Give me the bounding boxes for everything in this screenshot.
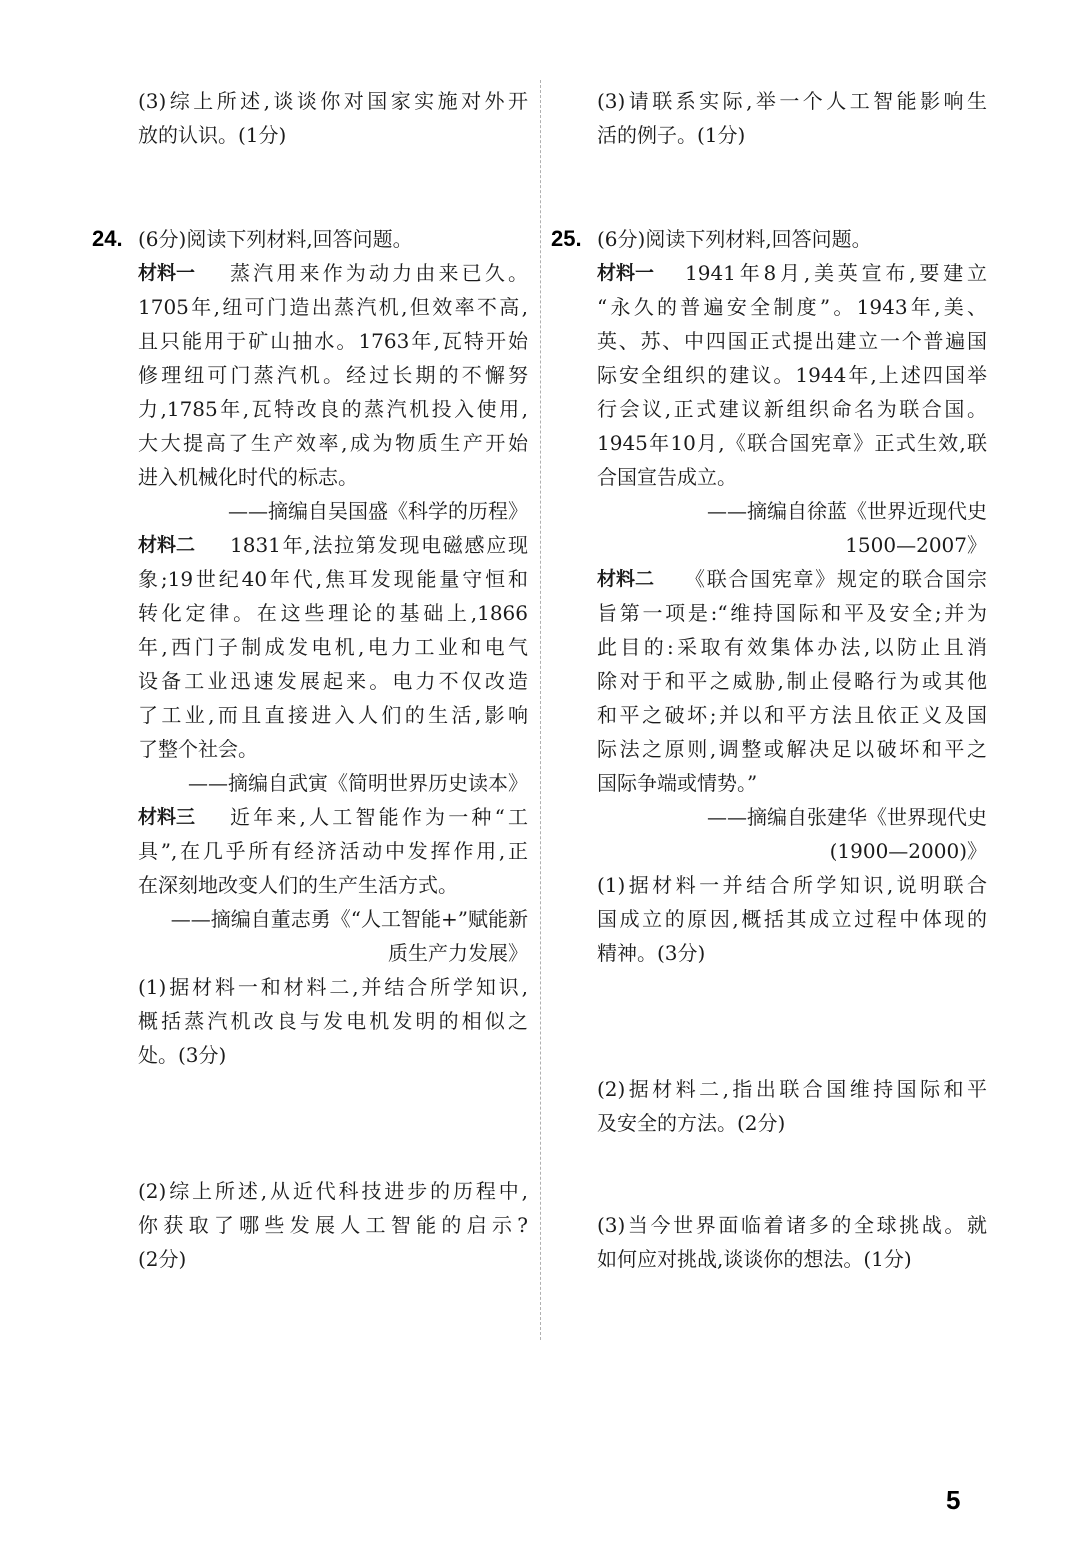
q25-material-1-line: 际安全组织的建议。1944年,上述四国举 <box>597 363 987 387</box>
q25-material-2-source: (1900—2000)》 <box>829 839 987 863</box>
q24-material-2-source: ——摘编自武寅《简明世界历史读本》 <box>188 771 528 795</box>
q24-subquestion-1: 处。(3分) <box>138 1043 227 1067</box>
q25-subquestion-1: (1)据材料一并结合所学知识,说明联合 <box>597 873 987 897</box>
q25-subquestion-2: 及安全的方法。(2分) <box>597 1111 786 1135</box>
left-top-question-line-1: (3)综上所述,谈谈你对国家实施对外开 <box>138 89 528 113</box>
q24-material-3-line: 具”,在几乎所有经济活动中发挥作用,正 <box>138 839 528 863</box>
q25-subquestion-3: (3)当今世界面临着诸多的全球挑战。就 <box>597 1213 987 1237</box>
q24-material-3-source: ——摘编自董志勇《“人工智能+”赋能新 <box>170 907 528 931</box>
question-25-number: 25. <box>551 226 582 251</box>
q24-material-1-line: 修理纽可门蒸汽机。经过长期的不懈努 <box>138 363 528 387</box>
q25-material-2-source: ——摘编自张建华《世界现代史 <box>707 805 987 829</box>
q24-material-1-label: 材料一 <box>138 262 196 284</box>
q24-material-2-line: 象;19世纪40年代,焦耳发现能量守恒和 <box>138 567 528 591</box>
q24-material-3-line: 在深刻地改变人们的生产生活方式。 <box>138 873 458 897</box>
page-number: 5 <box>946 1485 961 1515</box>
q25-material-1-source: ——摘编自徐蓝《世界近现代史 <box>707 499 987 523</box>
right-top-question-line-1: (3)请联系实际,举一个人工智能影响生 <box>597 89 987 113</box>
column-divider <box>540 80 541 1340</box>
q25-material-1-line: 英、苏、中四国正式提出建立一个普遍国 <box>597 329 987 353</box>
q25-subquestion-3: 如何应对挑战,谈谈你的想法。(1分) <box>597 1247 912 1271</box>
q24-material-2-line: 转化定律。在这些理论的基础上,1866 <box>138 601 528 625</box>
q25-material-1-line: 合国宣告成立。 <box>597 465 737 489</box>
q24-subquestion-1: 概括蒸汽机改良与发电机发明的相似之 <box>138 1009 528 1033</box>
q25-subquestion-1: 国成立的原因,概括其成立过程中体现的 <box>597 907 987 931</box>
q25-material-2-line: 国际争端或情势。” <box>597 771 758 795</box>
q24-material-3-label: 材料三 <box>138 806 196 828</box>
q25-material-2-line: 除对于和平之威胁,制止侵略行为或其他 <box>597 669 987 693</box>
q25-material-2-line: 此目的:采取有效集体办法,以防止且消 <box>597 635 987 659</box>
q25-material-1-line: “永久的普遍安全制度”。1943年,美、 <box>597 295 987 319</box>
q24-material-1-line: 进入机械化时代的标志。 <box>138 465 358 489</box>
q24-material-3-source: 质生产力发展》 <box>388 941 528 965</box>
q25-material-1-label: 材料一 <box>597 262 655 284</box>
q24-material-1-source: ——摘编自吴国盛《科学的历程》 <box>228 499 528 523</box>
q25-material-2-line: 旨第一项是:“维持国际和平及安全;并为 <box>597 601 987 625</box>
q25-subquestion-2: (2)据材料二,指出联合国维持国际和平 <box>597 1077 987 1101</box>
left-top-question-line-2: 放的认识。(1分) <box>138 123 287 147</box>
question-24-intro: (6分)阅读下列材料,回答问题。 <box>138 227 413 251</box>
q24-subquestion-2: 你获取了哪些发展人工智能的启示? <box>138 1213 528 1237</box>
q24-subquestion-2: (2分) <box>138 1247 187 1271</box>
question-25-intro: (6分)阅读下列材料,回答问题。 <box>597 227 872 251</box>
q24-subquestion-2: (2)综上所述,从近代科技进步的历程中, <box>138 1179 528 1203</box>
q24-material-1-line: 蒸汽用来作为动力由来已久。 <box>230 261 528 285</box>
question-24-number: 24. <box>92 226 123 251</box>
q24-material-2-line: 年,西门子制成发电机,电力工业和电气 <box>138 635 528 659</box>
q25-material-2-line: 际法之原则,调整或解决足以破坏和平之 <box>597 737 987 761</box>
q25-material-1-line: 1941年8月,美英宣布,要建立 <box>685 261 987 285</box>
q25-material-2-line: 和平之破坏;并以和平方法且依正义及国 <box>597 703 987 727</box>
q24-subquestion-1: (1)据材料一和材料二,并结合所学知识, <box>138 975 528 999</box>
q24-material-2-line: 了工业,而且直接进入人们的生活,影响 <box>138 703 528 727</box>
q24-material-1-line: 力,1785年,瓦特改良的蒸汽机投入使用, <box>138 397 528 421</box>
q24-material-2-line: 1831年,法拉第发现电磁感应现 <box>230 533 528 557</box>
q25-material-1-line: 行会议,正式建议新组织命名为联合国。 <box>597 397 987 421</box>
q24-material-1-line: 1705年,纽可门造出蒸汽机,但效率不高, <box>138 295 528 319</box>
q25-material-2-label: 材料二 <box>597 568 655 590</box>
q24-material-1-line: 且只能用于矿山抽水。1763年,瓦特开始 <box>138 329 528 353</box>
q24-material-3-line: 近年来,人工智能作为一种“工 <box>230 805 528 829</box>
q25-material-1-line: 1945年10月,《联合国宪章》正式生效,联 <box>597 431 987 455</box>
q25-subquestion-1: 精神。(3分) <box>597 941 706 965</box>
q24-material-1-line: 大大提高了生产效率,成为物质生产开始 <box>138 431 528 455</box>
q25-material-2-line: 《联合国宪章》规定的联合国宗 <box>685 567 987 591</box>
q24-material-2-line: 了整个社会。 <box>138 737 258 761</box>
q25-material-1-source: 1500—2007》 <box>845 533 987 557</box>
q24-material-2-label: 材料二 <box>138 534 196 556</box>
right-top-question-line-2: 活的例子。(1分) <box>597 123 746 147</box>
q24-material-2-line: 设备工业迅速发展起来。电力不仅改造 <box>138 669 528 693</box>
